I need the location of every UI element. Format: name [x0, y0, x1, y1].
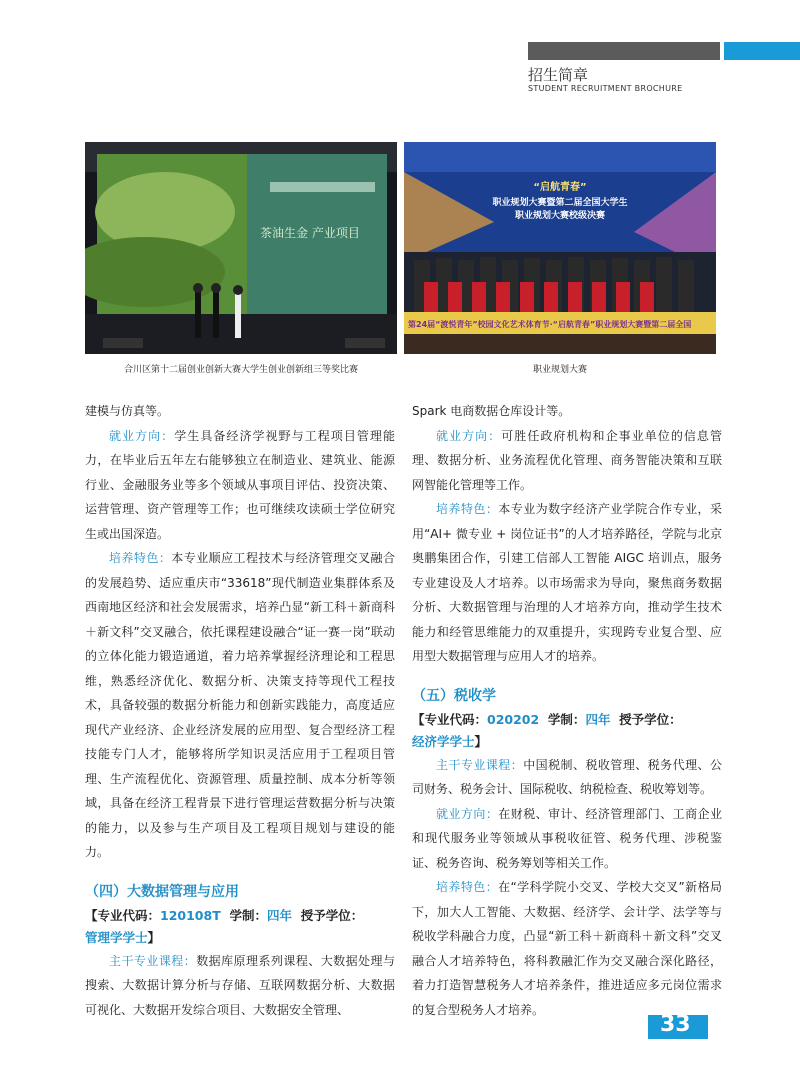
continuation-text: 建模与仿真等。: [85, 404, 170, 418]
course-label: 主干专业课程：: [109, 953, 197, 968]
header-bar-blue: [724, 42, 800, 60]
banner-line-1: “启航青春”: [533, 182, 587, 193]
feature-text: 本专业顺应工程技术与经济管理交叉融合的发展趋势、适应重庆市“33618”现代制造业集群体系及西南地区经济和社会发展需求，培养凸显“新工科＋新商科＋新文科”交叉融合，依托课程建设融合“证一赛一岗”联动的立体化能力锻造通道，着力培养掌握经济理论和工程思维，熟悉经济优化、数据分析、决策支持等现代工程技术，具备较强的数据分析能力和创新实践能力，高度适应现代产业经济、企业经济发展的应用型、复合型经济工程技能专门人才，能够将所学知识灵活应用于工程项目管理、生产流程优化、资源管理、质量控制、成本分析等领域，具备在经济工程背景下进行管理运营数据分析与决策的能力，以及参与生产项目及工程项目规划与建设的能力。: [85, 551, 395, 859]
section-heading: （五）税收学: [412, 687, 496, 704]
major-duration: 四年: [266, 907, 292, 923]
header-bar-gray: [528, 42, 720, 60]
job-paragraph: [85, 424, 395, 547]
course-label: 主干专业课程：: [436, 757, 524, 772]
feature-paragraph: [85, 546, 395, 865]
job-text-2: 在财税、审计、经济管理部门、工商企业和现代服务业等领域从事税收征管、税务代理、涉税鉴证、税务咨询、税务筹划等相关工作。: [412, 806, 722, 870]
bottom-banner: 第24届“渡悦青年”校园文化艺术体育节·“启航青春”职业规划大赛暨第二届全国: [408, 320, 692, 329]
feature-label: 培养特色：: [436, 502, 499, 516]
continuation-text: Spark 电商数据仓库设计等。: [412, 404, 571, 418]
feature-paragraph-2: [412, 875, 722, 1022]
header-subtitle: STUDENT RECRUITMENT BROCHURE: [528, 84, 683, 93]
major-meta: 【专业代码：020202 学制：四年 授予学位： 经济学学士】: [412, 711, 682, 749]
job-text: 学生具备经济学视野与工程项目管理能力，在毕业后五年左右能够独立在制造业、建筑业、能源行业、金融服务业等多个领域从事项目评估、投资决策、运营管理、资产管理等工作；也可继续攻读硕士学位研究生或出国深造。: [85, 428, 395, 541]
job-paragraph-2: [412, 802, 722, 876]
banner-line-2: 职业规划大赛暨第二届全国大学生: [492, 198, 628, 208]
page-number: 33: [660, 1012, 691, 1037]
photo-competition-stage: [85, 142, 397, 354]
screen-text: 茶油生金 产业项目: [260, 226, 360, 240]
job-label: 就业方向：: [436, 428, 502, 443]
feature-text-2: 在“学科学院小交叉、学校大交叉”新格局下，加大人工智能、大数据、经济学、会计学、法学等与税收学科融合力度，凸显“新工科＋新商科＋新文科”交叉融合人才培养特色，将科教融汇作为交叉融合深化路径，着力打造智慧税务人才培养条件，推进适应多元岗位需求的复合型税务人才培养。: [412, 880, 722, 1017]
photo-caption-2: 职业规划大赛: [532, 365, 587, 375]
major-code: 120108T: [160, 907, 221, 923]
header-title: 招生简章: [528, 66, 589, 84]
section-heading: （四）大数据管理与应用: [85, 883, 239, 900]
feature-paragraph: [412, 497, 722, 669]
course-text: 数据库原理系列课程、大数据处理与搜索、大数据计算分析与存储、互联网数据分析、大数据可视化、大数据开发综合项目、大数据安全管理、: [85, 953, 395, 1017]
major-meta: 【专业代码：120108T 学制：四年 授予学位： 管理学学士】: [85, 907, 364, 945]
left-column: [85, 399, 395, 1022]
course-paragraph: [412, 753, 722, 802]
job-label: 就业方向：: [109, 428, 175, 443]
feature-label: 培养特色：: [109, 551, 172, 565]
photo-caption-1: 合川区第十二届创业创新大赛大学生创业创新组三等奖比赛: [123, 365, 358, 375]
feature-text: 本专业为数字经济产业学院合作专业，采用“AI+ 微专业 + 岗位证书”的人才培养路径，学院与北京奥鹏集团合作，引建工信部人工智能 AIGC 培训点，服务专业建设及人才培养。以市场需求为导向，聚焦商务数据分析、大数据管理与治理的人才培养方向，推动学生技术能力和经管思维能力的双重提升，实现跨专业复合型、应用型大数据管理与应用人才的培养。: [412, 502, 722, 663]
job-text: 可胜任政府机构和企事业单位的信息管理、数据分析、业务流程优化管理、商务智能决策和互联网智能化管理等工作。: [412, 428, 722, 492]
job-label-2: 就业方向：: [436, 806, 499, 821]
major-duration: 四年: [585, 711, 611, 727]
course-paragraph: [85, 949, 395, 1023]
photo-career-planning: [404, 142, 716, 354]
major-code: 020202: [487, 711, 540, 727]
feature-label-2: 培养特色：: [436, 880, 499, 894]
course-text: 中国税制、税收管理、税务代理、公司财务、税务会计、国际税收、纳税检查、税收筹划等。: [412, 757, 722, 796]
major-degree: 管理学学士: [85, 929, 148, 945]
major-degree: 经济学学士: [412, 733, 475, 749]
job-paragraph: [412, 424, 722, 498]
banner-line-3: 职业规划大赛校级决赛: [514, 211, 606, 221]
right-column: [412, 399, 722, 1022]
